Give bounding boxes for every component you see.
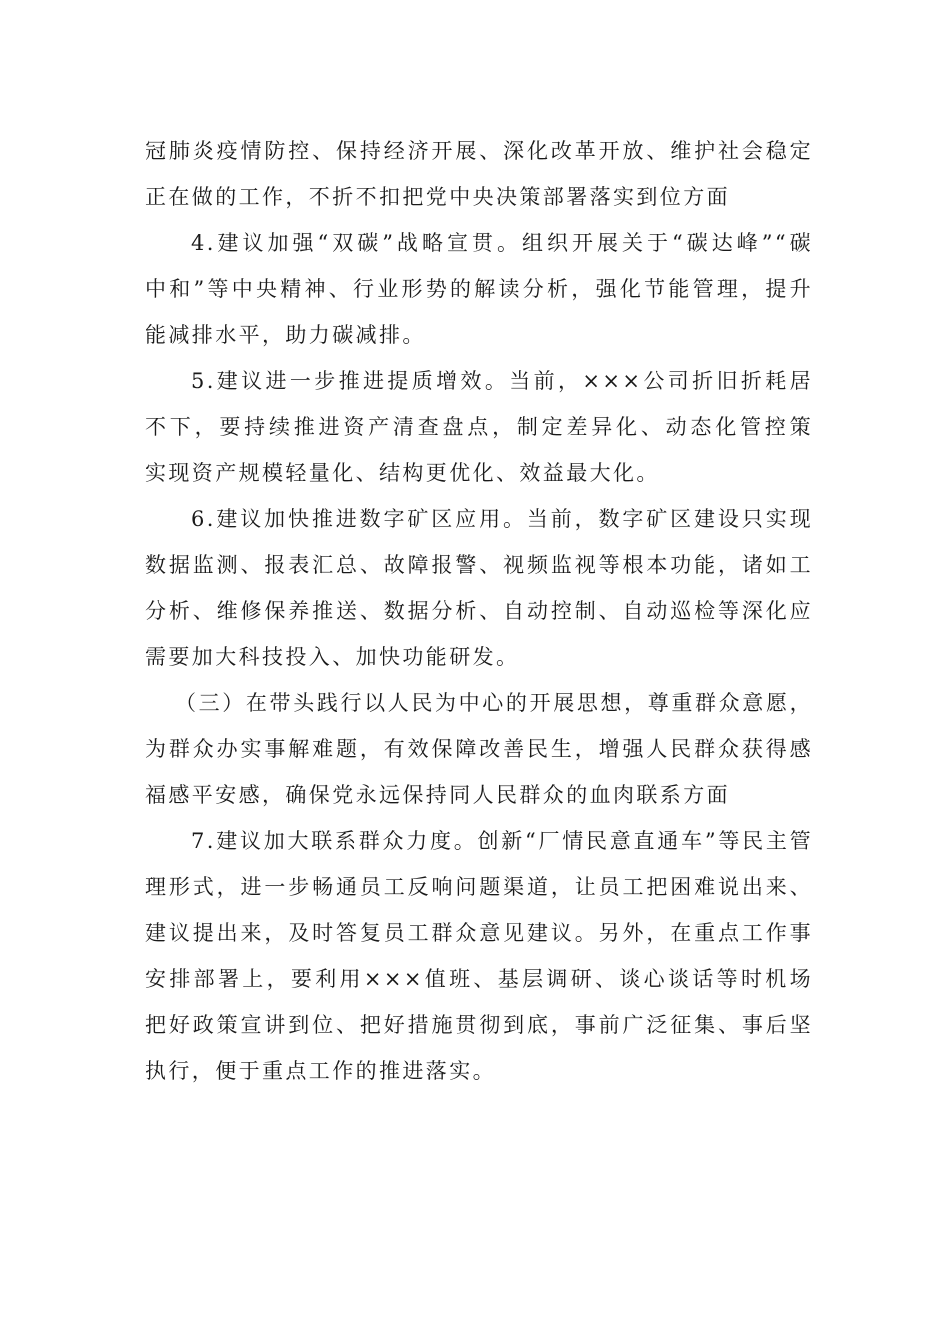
section-heading-line: 福感平安感，确保党永远保持同人民群众的血肉联系方面: [145, 783, 730, 807]
section-heading-line: 为群众办实事解难题，有效保障改善民生，增强人民群众获得感: [145, 737, 813, 761]
text-line: 不下，要持续推进资产清查盘点，制定差异化、动态化管控策: [145, 415, 813, 439]
text-line: 实现资产规模轻量化、结构更优化、效益最大化。: [145, 461, 660, 485]
text-line: 分析、维修保养推送、数据分析、自动控制、自动巡检等深化应: [145, 599, 813, 623]
text-line: 冠肺炎疫情防控、保持经济开展、深化改革开放、维护社会稳定: [145, 139, 813, 163]
text-line: 中和”等中央精神、行业形势的解读分析，强化节能管理，提升: [145, 277, 813, 301]
text-line: 6.建议加快推进数字矿区应用。当前，数字矿区建设只实现: [191, 507, 813, 531]
text-line: 数据监测、报表汇总、故障报警、视频监视等根本功能，诸如工: [145, 553, 813, 577]
document-body: [145, 128, 813, 1094]
text-line: 理形式，进一步畅通员工反响问题渠道，让员工把困难说出来、: [145, 875, 813, 899]
section-heading-line: （三）在带头践行以人民为中心的开展思想，尊重群众意愿，: [175, 691, 813, 715]
text-line: 把好政策宣讲到位、把好措施贯彻到底，事前广泛征集、事后坚: [145, 1013, 813, 1037]
text-line: 5.建议进一步推进提质增效。当前，×××公司折旧折耗居: [191, 369, 813, 393]
text-line: 7.建议加大联系群众力度。创新“厂情民意直通车”等民主管: [191, 829, 813, 853]
text-line: 4.建议加强“双碳”战略宣贯。组织开展关于“碳达峰”“碳: [191, 231, 813, 255]
text-line: 建议提出来，及时答复员工群众意见建议。另外，在重点工作事: [145, 921, 813, 945]
text-line: 安排部署上，要利用×××值班、基层调研、谈心谈话等时机场: [145, 967, 813, 991]
text-line: 正在做的工作，不折不扣把党中央决策部署落实到位方面: [145, 185, 730, 209]
text-line: 需要加大科技投入、加快功能研发。: [145, 645, 520, 669]
text-line: 执行，便于重点工作的推进落实。: [145, 1059, 496, 1083]
text-line: 能减排水平，助力碳减排。: [145, 323, 426, 347]
